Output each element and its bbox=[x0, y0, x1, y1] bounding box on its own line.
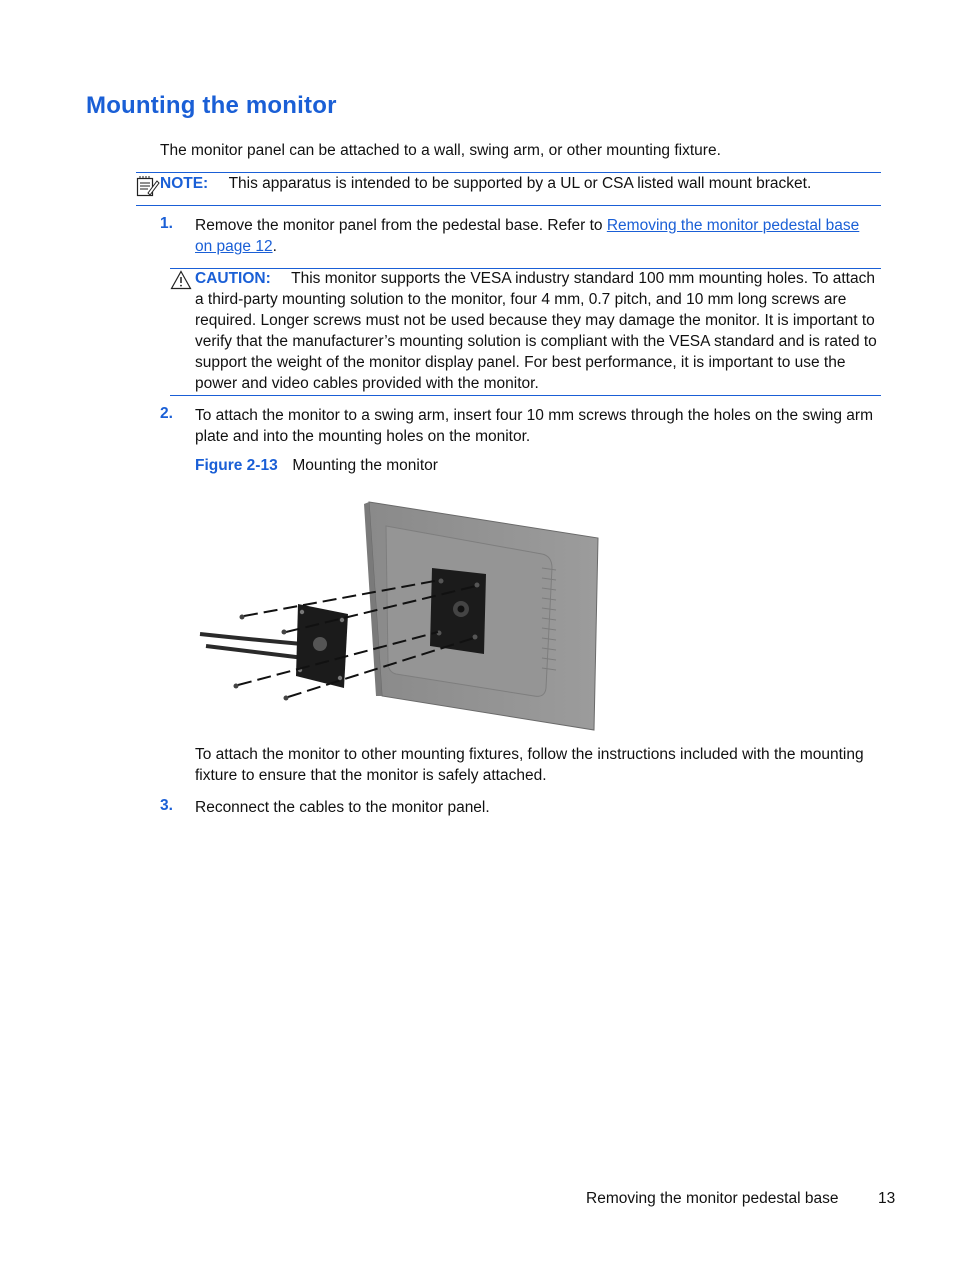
note-label: NOTE: bbox=[160, 175, 209, 192]
intro-paragraph: The monitor panel can be attached to a wall, swing arm, or other mounting fixture. bbox=[160, 142, 721, 159]
step-1-number: 1. bbox=[160, 215, 173, 232]
figure-caption-text: Mounting the monitor bbox=[292, 457, 438, 474]
step-3-text: Reconnect the cables to the monitor panel. bbox=[195, 799, 490, 816]
step-1-text bbox=[195, 215, 885, 257]
figure-label: Figure 2-13 bbox=[195, 457, 278, 474]
step-1-text-before: Remove the monitor panel from the pedestal base. Refer to bbox=[195, 217, 607, 234]
footer-section-title: Removing the monitor pedestal base bbox=[586, 1190, 839, 1207]
removing-pedestal-link[interactable]: Removing the monitor pedestal base bbox=[606, 217, 860, 234]
warning-triangle-icon bbox=[170, 270, 192, 290]
after-figure-paragraph: To attach the monitor to other mounting fixtures, follow the instructions included with the mounting fixture to ensure that the monitor is safely attached. bbox=[195, 746, 864, 784]
figure-caption bbox=[195, 457, 438, 475]
step-1-text-after: . bbox=[272, 238, 277, 255]
page-title: Mounting the monitor bbox=[86, 92, 337, 119]
caution-text: This monitor supports the VESA industry standard 100 mm mounting holes. To attach a third-party mounting solution to the monitor, four 4 mm, 0.7 pitch, and 10 mm long screws are required. Longer screws must not be used because they may damage the monitor. It is important to verify that the manufacturer’s mounting solution is compliant with the VESA standard and is rated to support the weight of the monitor display panel. For best performance, it is important to use the power and video cables provided with the monitor. bbox=[195, 270, 877, 392]
caution-label: CAUTION: bbox=[195, 270, 271, 287]
mounting-figure bbox=[196, 498, 606, 732]
note-text: This apparatus is intended to be supported by a UL or CSA listed wall mount bracket. bbox=[228, 175, 812, 192]
footer-page-number: 13 bbox=[878, 1190, 896, 1207]
caution-bottom-rule bbox=[170, 395, 881, 396]
step-2-number: 2. bbox=[160, 405, 173, 422]
note-body bbox=[160, 173, 880, 194]
removing-pedestal-link-page[interactable]: on page 12 bbox=[195, 238, 273, 255]
caution-body bbox=[195, 268, 879, 394]
step-3-number: 3. bbox=[160, 797, 173, 814]
step-2-text: To attach the monitor to a swing arm, insert four 10 mm screws through the holes on the swing arm plate and into the mounting holes on the monitor. bbox=[195, 407, 874, 445]
note-bottom-rule bbox=[136, 205, 881, 206]
note-icon bbox=[136, 175, 160, 197]
